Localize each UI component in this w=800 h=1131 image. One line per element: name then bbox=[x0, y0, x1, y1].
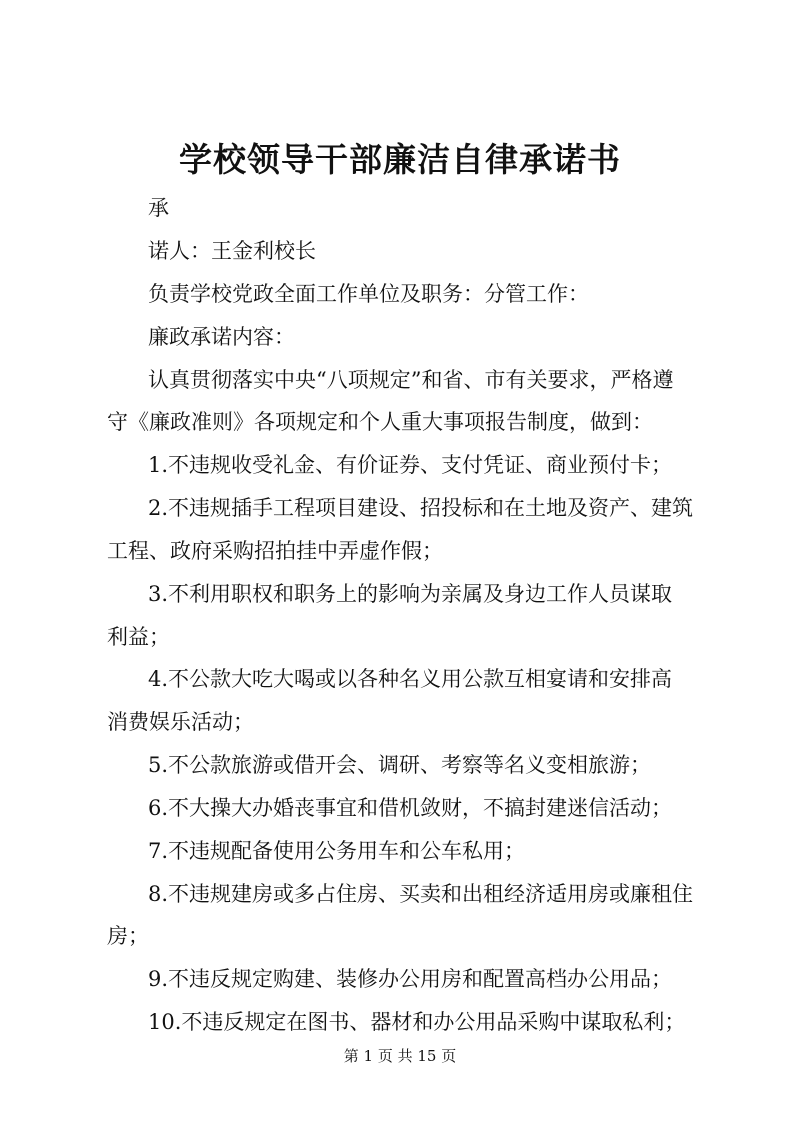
document-title: 学校领导干部廉洁自律承诺书 bbox=[179, 140, 621, 179]
text-line: 消费娱乐活动； bbox=[107, 710, 254, 734]
text-line: 负责学校党政全面工作单位及职务：分管工作： bbox=[148, 282, 589, 306]
text-line: 2.不违规插手工程项目建设、招投标和在土地及资产、建筑 bbox=[148, 496, 694, 520]
text-line: 10.不违反规定在图书、器材和办公用品采购中谋取私利； bbox=[148, 1010, 686, 1034]
text-line: 房； bbox=[107, 924, 149, 948]
text-line: 承 bbox=[148, 196, 169, 220]
text-line: 守《廉政准则》各项规定和个人重大事项报告制度，做到： bbox=[107, 410, 653, 434]
text-line: 9.不违反规定购建、装修办公用房和配置高档办公用品； bbox=[148, 967, 673, 991]
text-line: 诺人：王金利校长 bbox=[148, 239, 316, 263]
text-line: 7.不违规配备使用公务用车和公车私用； bbox=[148, 839, 526, 863]
text-line: 认真贯彻落实中央“八项规定”和省、市有关要求，严格遵 bbox=[148, 368, 674, 392]
text-line: 廉政承诺内容： bbox=[148, 325, 295, 349]
page-footer: 第 1 页 共 15 页 bbox=[343, 1047, 457, 1065]
text-line: 利益； bbox=[107, 625, 170, 649]
text-line: 4.不公款大吃大喝或以各种名义用公款互相宴请和安排高 bbox=[148, 667, 673, 691]
text-line: 1.不违规收受礼金、有价证券、支付凭证、商业预付卡； bbox=[148, 453, 673, 477]
text-line: 3.不利用职权和职务上的影响为亲属及身边工作人员谋取 bbox=[148, 582, 673, 606]
text-line: 6.不大操大办婚丧事宜和借机敛财，不搞封建迷信活动； bbox=[148, 796, 673, 820]
text-line: 5.不公款旅游或借开会、调研、考察等名义变相旅游； bbox=[148, 753, 652, 777]
text-line: 工程、政府采购招拍挂中弄虚作假； bbox=[107, 539, 443, 563]
text-line: 8.不违规建房或多占住房、买卖和出租经济适用房或廉租住 bbox=[148, 882, 694, 906]
